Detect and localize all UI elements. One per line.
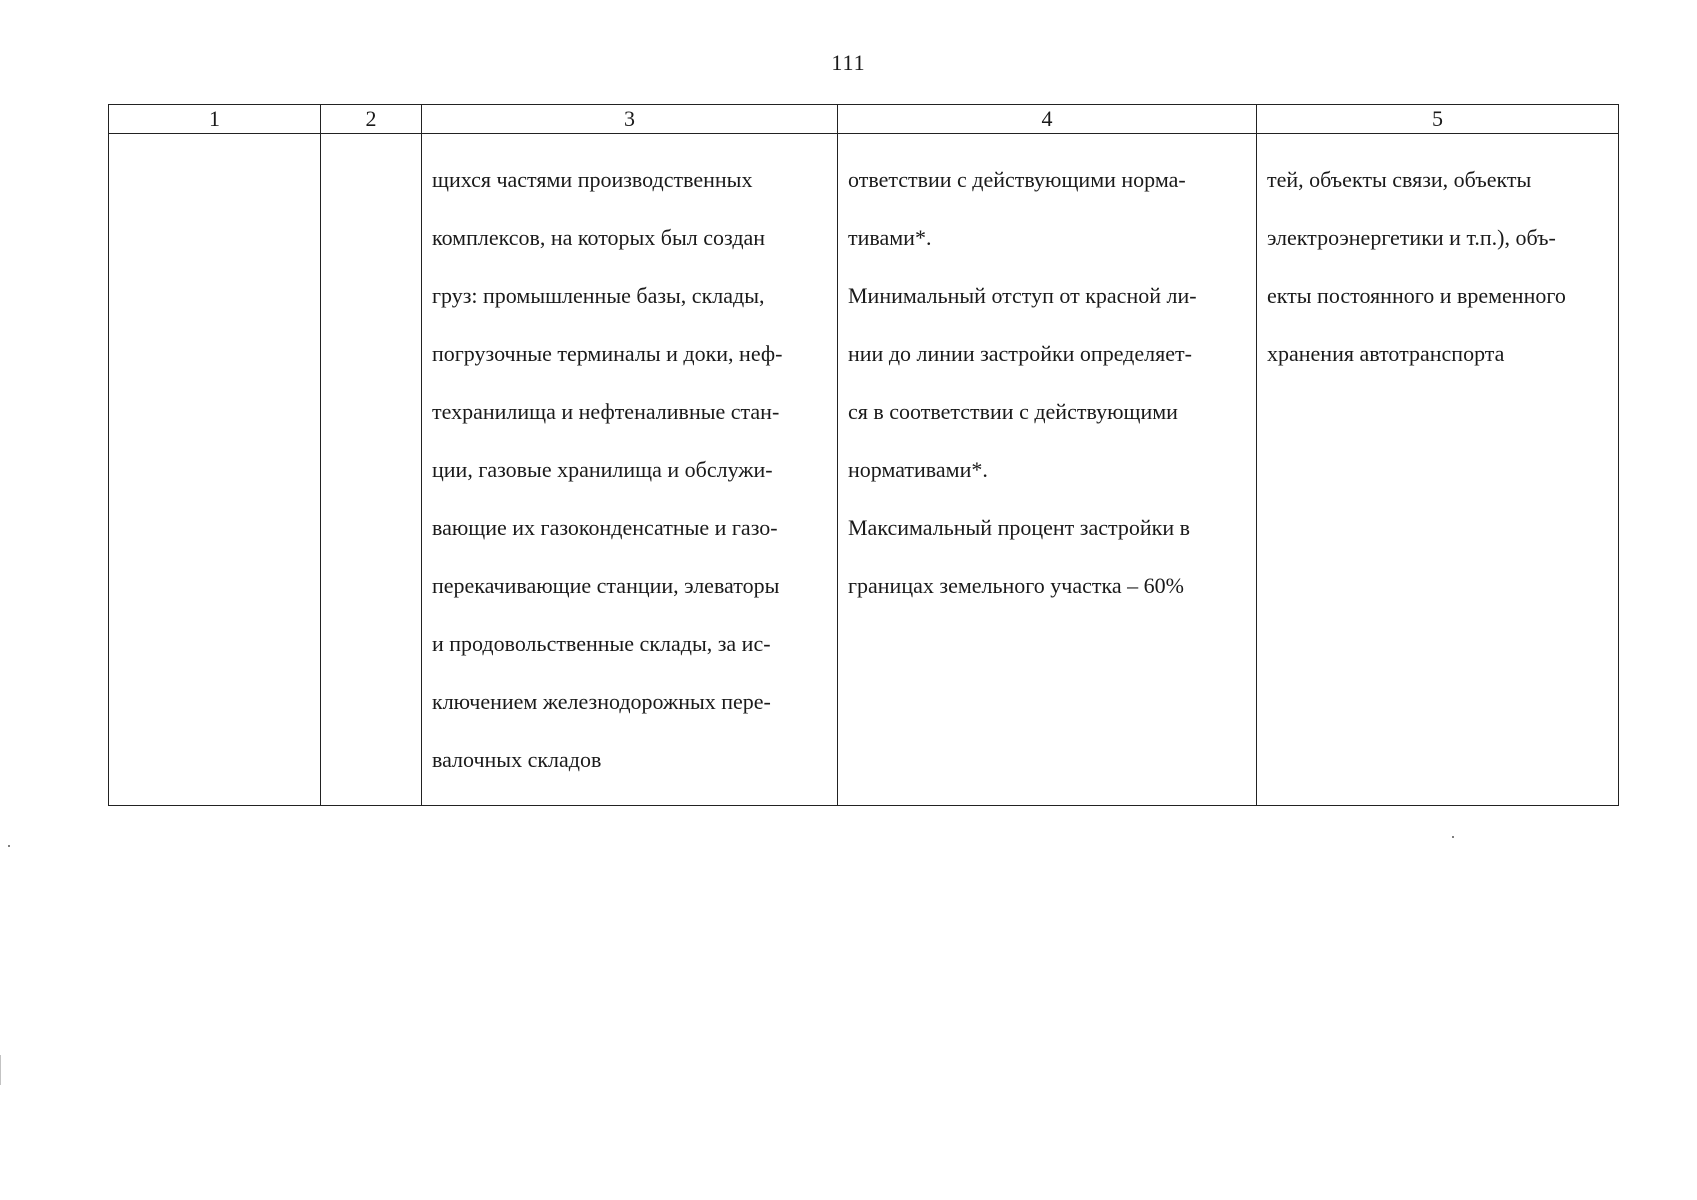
table-header-row (109, 105, 1619, 134)
col4-line: Минимальный отступ от красной ли- (848, 283, 1197, 308)
col4-line: ся в соответствии с действующими (848, 399, 1178, 424)
col5-line: тей, объекты связи, объекты (1267, 167, 1532, 192)
cell-col-2-text (321, 134, 421, 138)
header-col-4: 4 (838, 105, 1257, 134)
regulations-table (108, 104, 1619, 806)
col3-line: и продовольственные склады, за ис- (432, 631, 771, 656)
col4-line: границах земельного участка – 60% (848, 573, 1184, 598)
col4-line: нии до линии застройки определяет- (848, 341, 1192, 366)
col3-line: ции, газовые хранилища и обслужи- (432, 457, 773, 482)
col4-line: тивами*. (848, 225, 932, 250)
scan-speck (1452, 836, 1454, 838)
cell-col-3-text (422, 134, 837, 805)
col3-line: перекачивающие станции, элеваторы (432, 573, 780, 598)
cell-col-5 (1257, 134, 1619, 806)
header-col-2: 2 (321, 105, 422, 134)
col4-line: Максимальный процент застройки в (848, 515, 1190, 540)
col5-line: хранения автотранспорта (1267, 341, 1505, 366)
col3-line: валочных складов (432, 747, 602, 772)
col4-line: нормативами*. (848, 457, 988, 482)
col3-line: щихся частями производственных (432, 167, 753, 192)
header-col-1: 1 (109, 105, 321, 134)
cell-col-4-text (838, 134, 1256, 631)
cell-col-4 (838, 134, 1257, 806)
table-row (109, 134, 1619, 806)
cell-col-1 (109, 134, 321, 806)
col3-line: техранилища и нефтеналивные стан- (432, 399, 780, 424)
cell-col-1-text (109, 134, 320, 138)
scan-speck (8, 845, 10, 847)
page-number: 111 (831, 50, 866, 75)
col5-line: электроэнергетики и т.п.), объ- (1267, 225, 1556, 250)
header-col-5: 5 (1257, 105, 1619, 134)
header-col-3: 3 (422, 105, 838, 134)
scan-margin-marks (0, 1055, 5, 1085)
cell-col-2 (321, 134, 422, 806)
col5-line: екты постоянного и временного (1267, 283, 1566, 308)
cell-col-5-text (1257, 134, 1618, 399)
col3-line: вающие их газоконденсатные и газо- (432, 515, 778, 540)
col3-line: погрузочные терминалы и доки, неф- (432, 341, 783, 366)
col4-line: ответствии с действующими норма- (848, 167, 1186, 192)
col3-line: комплексов, на которых был создан (432, 225, 766, 250)
col3-line: груз: промышленные базы, склады, (432, 283, 765, 308)
cell-col-3 (422, 134, 838, 806)
col3-line: ключением железнодорожных пере- (432, 689, 771, 714)
